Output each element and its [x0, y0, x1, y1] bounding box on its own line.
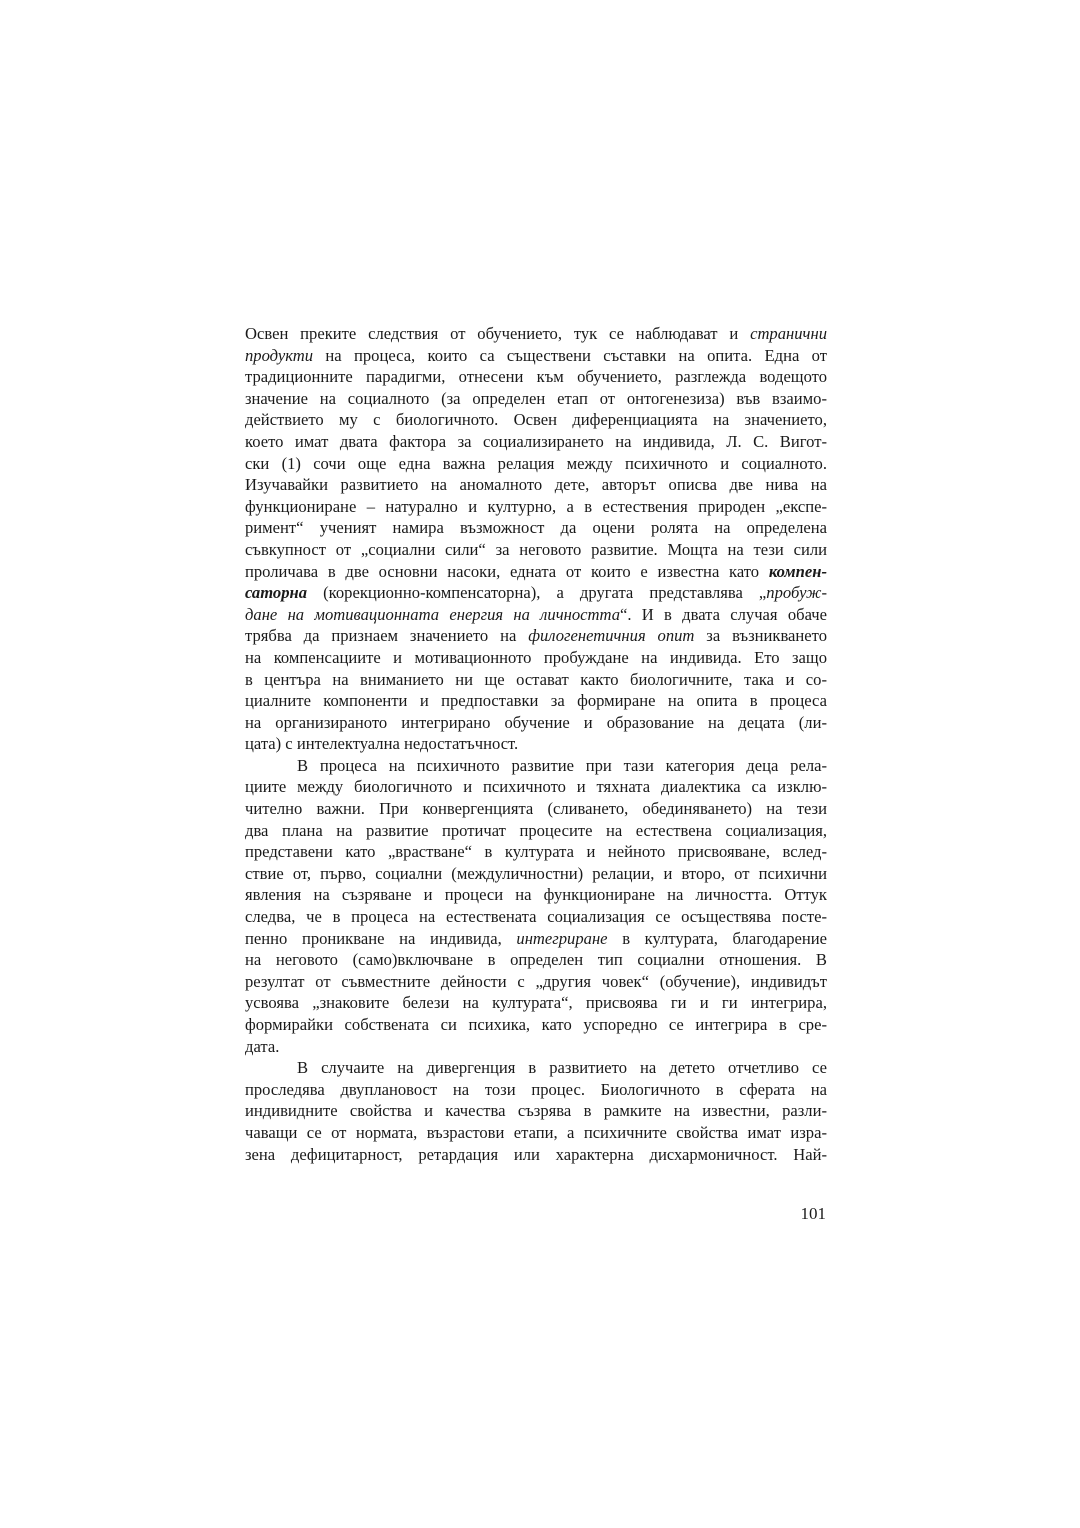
text-line [245, 647, 827, 669]
text-run: зена дефицитарност, ретардация или характерна дисхармоничност. Най- [245, 1144, 827, 1164]
text-run: формирайки собствената си психика, като успоредно се интегрира в сре- [245, 1015, 827, 1034]
text-line [245, 345, 827, 367]
text-line [245, 712, 827, 734]
text-line [245, 884, 827, 906]
text-run: явления на съзряване и процеси на функциониране на личността. Оттук [245, 885, 827, 905]
text-run: чително важни. При конвергенцията (сливането, обединяването) на тези [245, 799, 827, 819]
bold-italic-run: компен- [768, 561, 827, 581]
text-run: значение на социалното (за определен етап от онтогенезиза) във взаимо- [245, 388, 827, 408]
text-run: функциониране – натурално и културно, а в естествения природен „експе- [245, 496, 827, 516]
text-run: в културата, благодарение [607, 928, 828, 948]
italic-run: пробуж- [766, 583, 827, 603]
text-line [245, 841, 827, 863]
text-run: резултат от съвместните дейности с „другия човек“ (обучение), индивидът [245, 971, 827, 991]
body-text [245, 323, 827, 1165]
text-line [245, 1100, 827, 1122]
text-line [245, 863, 827, 885]
text-line [245, 690, 827, 712]
text-line [245, 453, 827, 475]
text-run: циите между биологичното и психичното и тяхната диалектика са изклю- [245, 777, 827, 797]
text-run: на процеса, които са съществени съставки на опита. Една от [313, 345, 827, 365]
italic-run: странични [750, 324, 827, 343]
text-line [245, 517, 827, 539]
text-run: Освен преките следствия от обучението, тук се наблюдават и [245, 324, 751, 343]
text-run: (корекционно-компенсаторна), а другата представлява „ [307, 583, 767, 603]
text-run: което имат двата фактора за социализирането на индивида, Л. С. Вигот- [245, 431, 827, 451]
italic-run: интегриране [516, 928, 608, 948]
bold-italic-run: саторна [245, 583, 308, 603]
text-line [245, 820, 827, 842]
text-line [245, 388, 827, 410]
italic-run: дане на мотивационната енергия на личността [245, 604, 620, 624]
text-line [245, 928, 827, 950]
text-run: Изучавайки развитието на аномалното дете, авторът описва две нива на [245, 475, 827, 495]
text-line [245, 949, 827, 971]
text-line [245, 431, 827, 453]
text-line [245, 906, 827, 928]
text-line [245, 1036, 827, 1058]
text-run: на неговото (само)включване в определен тип социални отношения. В [245, 950, 827, 970]
italic-run: филогенетичния опит [528, 626, 695, 646]
text-run: на организираното интегрирано обучение и образование на децата (ли- [245, 712, 827, 732]
italic-run: продукти [245, 345, 314, 365]
text-run: дата. [245, 1036, 280, 1056]
text-run: римент“ ученият намира възможност да оцени ролята на определена [245, 518, 827, 538]
text-run: В процеса на психичното развитие при тази категория деца рела- [297, 755, 827, 775]
text-line [245, 474, 827, 496]
text-run: ствие от, първо, социални (междуличностни) релации, и второ, от психични [245, 863, 827, 883]
text-line [245, 366, 827, 388]
page-number: 101 [800, 1204, 826, 1223]
text-run: на компенсациите и мотивационното пробуждане на индивида. Ето защо [245, 647, 827, 667]
text-run: проследява двуплановост на този процес. Биологичното в сферата на [245, 1079, 827, 1099]
text-run: усвоява „знаковите белези на културата“, присвоява ги и ги интегрира, [245, 993, 827, 1013]
text-line [245, 409, 827, 431]
text-run: “. И в двата случая обаче [620, 604, 827, 624]
text-line [245, 323, 827, 345]
text-run: проличава в две основни насоки, едната от които е известна като [245, 561, 769, 581]
text-run: циалните компоненти и предпоставки за формиране на опита в процеса [245, 691, 827, 711]
text-line [245, 798, 827, 820]
text-line [245, 625, 827, 647]
text-line [245, 1144, 827, 1166]
text-run: В случаите на дивергенция в развитието на детето отчетливо се [297, 1058, 827, 1078]
text-line [245, 1122, 827, 1144]
text-line [245, 496, 827, 518]
text-line [245, 1079, 827, 1101]
text-line [245, 669, 827, 691]
text-line [245, 992, 827, 1014]
text-line [245, 776, 827, 798]
text-run: трябва да признаем значението на [245, 626, 529, 646]
text-run: следва, че в процеса на естествената социализация се осъществява посте- [245, 907, 827, 927]
text-line [245, 971, 827, 993]
text-run: цата) с интелектуална недостатъчност. [245, 734, 519, 754]
text-run: два плана на развитие протичат процесите на естествена социализация, [245, 820, 827, 840]
text-line [245, 1057, 827, 1079]
text-line [245, 561, 827, 583]
text-run: в центъра на вниманието ни ще остават както биологичните, така и со- [245, 669, 827, 689]
text-line [245, 604, 827, 626]
text-run: пенно проникване на индивида, [245, 928, 517, 948]
text-line [245, 539, 827, 561]
text-run: традиционните парадигми, отнесени към обучението, разглежда водещото [245, 367, 827, 387]
text-run: индивидните свойства и качества съзрява в рамките на известни, разли- [245, 1101, 827, 1121]
text-run: представени като „врастване“ в културата и нейното присвояване, вслед- [245, 842, 827, 862]
text-line [245, 582, 827, 604]
text-run: за възникването [694, 626, 828, 646]
text-run: чаващи се от нормата, възрастови етапи, а психичните свойства имат изра- [245, 1122, 827, 1142]
text-line [245, 1014, 827, 1036]
text-run: действието му с биологичното. Освен диференциацията на значението, [245, 410, 827, 430]
text-run: ски (1) сочи още една важна релация между психичното и социалното. [245, 453, 827, 473]
text-run: съвкупност от „социални сили“ за неговото развитие. Мощта на тези сили [245, 539, 827, 559]
text-line [245, 733, 827, 755]
text-line [245, 755, 827, 777]
